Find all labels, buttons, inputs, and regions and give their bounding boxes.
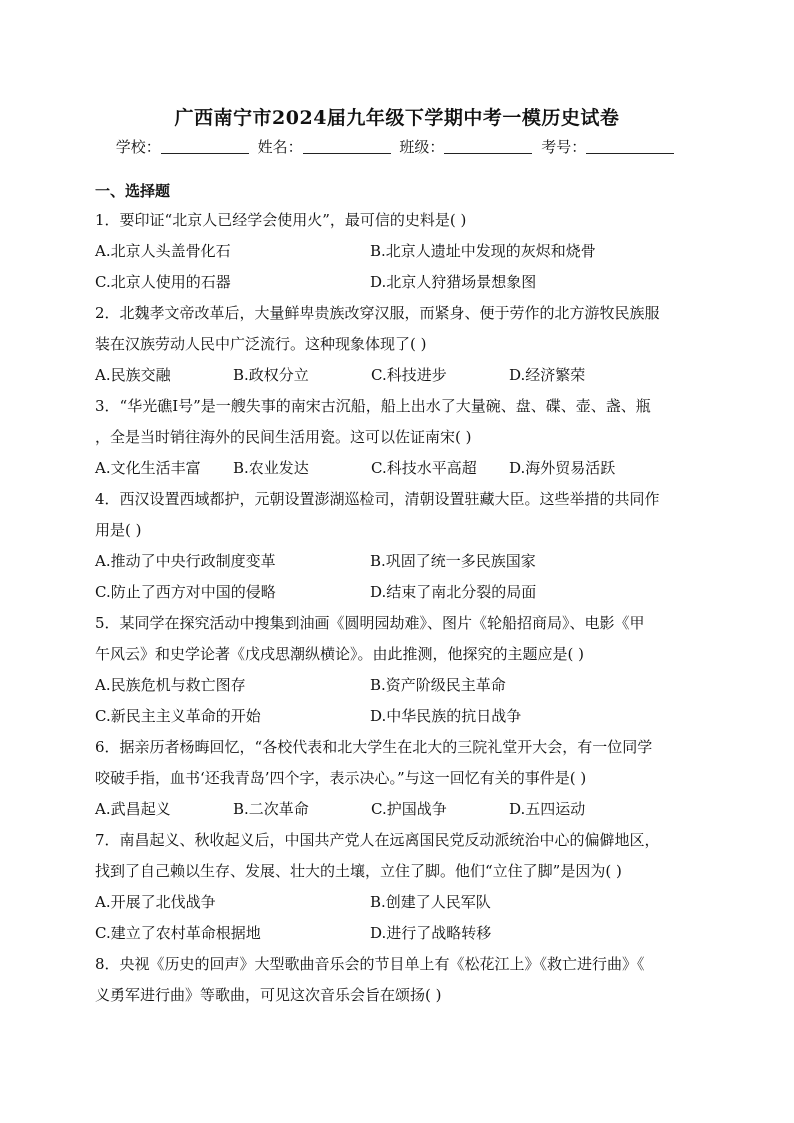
question-stem-line: 义勇军进行曲》等歌曲，可见这次音乐会旨在颂扬( )	[95, 986, 442, 1004]
school-blank[interactable]	[161, 139, 249, 154]
option-c[interactable]: C.科技进步	[371, 366, 447, 384]
option-row	[95, 360, 705, 391]
option-a[interactable]: A.民族交融	[95, 366, 171, 384]
option-a[interactable]: A.民族危机与救亡图存	[95, 676, 246, 694]
name-blank[interactable]	[303, 139, 391, 154]
exam-title: 广西南宁市2024届九年级下学期中考一模历史试卷	[174, 107, 620, 129]
question-list	[95, 178, 705, 1011]
student-info-row	[0, 136, 794, 157]
question-item	[95, 608, 705, 732]
question-stem-line: 装在汉族劳动人民中广泛流行。这种现象体现了( )	[95, 335, 427, 353]
section-heading: 一、选择题	[95, 182, 171, 200]
option-b[interactable]: B.政权分立	[233, 366, 309, 384]
option-c[interactable]: C.护国战争	[371, 800, 447, 818]
class-label: 班级：	[399, 138, 445, 156]
option-row	[95, 267, 705, 298]
option-d[interactable]: D.中华民族的抗日战争	[370, 707, 522, 725]
question-stem-line: 5．某同学在探究活动中搜集到油画《圆明园劫难》、图片《轮船招商局》、电影《甲	[95, 614, 645, 632]
option-d[interactable]: D.海外贸易活跃	[509, 459, 616, 477]
option-d[interactable]: D.北京人狩猎场景想象图	[370, 273, 537, 291]
class-blank[interactable]	[444, 139, 532, 154]
option-b[interactable]: B.创建了人民军队	[370, 893, 491, 911]
option-row	[95, 670, 705, 701]
option-c[interactable]: C.防止了西方对中国的侵略	[95, 583, 276, 601]
question-item	[95, 732, 705, 825]
question-stem-line: 1．要印证“北京人已经学会使用火”，最可信的史料是( )	[95, 211, 467, 229]
option-d[interactable]: D.五四运动	[509, 800, 586, 818]
option-c[interactable]: C.建立了农村革命根据地	[95, 924, 261, 942]
option-d[interactable]: D.进行了战略转移	[370, 924, 492, 942]
option-row	[95, 546, 705, 577]
number-blank[interactable]	[586, 139, 674, 154]
option-c[interactable]: C.北京人使用的石器	[95, 273, 231, 291]
option-c[interactable]: C.科技水平高超	[371, 459, 477, 477]
option-b[interactable]: B.二次革命	[233, 800, 309, 818]
option-row	[95, 887, 705, 918]
option-b[interactable]: B.资产阶级民主革命	[370, 676, 506, 694]
question-item	[95, 949, 705, 1011]
question-stem-line: 用是( )	[95, 521, 142, 539]
option-a[interactable]: A.推动了中央行政制度变革	[95, 552, 276, 570]
option-a[interactable]: A.文化生活丰富	[95, 459, 201, 477]
number-label: 考号：	[541, 138, 587, 156]
question-stem-line: 8．央视《历史的回声》大型歌曲音乐会的节目单上有《松花江上》《救亡进行曲》《	[95, 955, 645, 973]
question-item	[95, 298, 705, 391]
option-a[interactable]: A.北京人头盖骨化石	[95, 242, 231, 260]
option-d[interactable]: D.结束了南北分裂的局面	[370, 583, 537, 601]
school-label: 学校：	[115, 138, 161, 156]
question-item	[95, 825, 705, 949]
option-row	[95, 794, 705, 825]
option-a[interactable]: A.武昌起义	[95, 800, 171, 818]
question-stem-line: 2．北魏孝文帝改革后，大量鲜卑贵族改穿汉服，而紧身、便于劳作的北方游牧民族服	[95, 304, 660, 322]
option-row	[95, 236, 705, 267]
option-row	[95, 453, 705, 484]
question-item	[95, 205, 705, 298]
question-stem-line: 3．“华光礁Ⅰ号”是一艘失事的南宋古沉船，船上出水了大量碗、盘、碟、壶、盏、瓶	[95, 397, 651, 415]
option-row	[95, 918, 705, 949]
option-row	[95, 701, 705, 732]
question-stem-line: 午风云》和史学论著《戊戌思潮纵横论》。由此推测，他探究的主题应是( )	[95, 645, 584, 663]
option-b[interactable]: B.巩固了统一多民族国家	[370, 552, 536, 570]
option-row	[95, 577, 705, 608]
question-stem-line: ，全是当时销往海外的民间生活用瓷。这可以佐证南宋( )	[95, 428, 472, 446]
question-item	[95, 484, 705, 608]
option-c[interactable]: C.新民主主义革命的开始	[95, 707, 261, 725]
question-stem-line: 6．据亲历者杨晦回忆，“各校代表和北大学生在北大的三院礼堂开大会，有一位同学	[95, 738, 653, 756]
question-stem-line: 咬破手指，血书‘还我青岛’四个字，表示决心。”与这一回忆有关的事件是( )	[95, 769, 587, 787]
question-stem-line: 4．西汉设置西域都护，元朝设置澎湖巡检司，清朝设置驻藏大臣。这些举措的共同作	[95, 490, 660, 508]
option-d[interactable]: D.经济繁荣	[509, 366, 586, 384]
question-stem-line: 找到了自己赖以生存、发展、壮大的土壤，立住了脚。他们“立住了脚”是因为( )	[95, 862, 622, 880]
option-b[interactable]: B.北京人遗址中发现的灰烬和烧骨	[370, 242, 596, 260]
name-label: 姓名：	[257, 138, 303, 156]
option-a[interactable]: A.开展了北伐战争	[95, 893, 216, 911]
option-b[interactable]: B.农业发达	[233, 459, 309, 477]
question-stem-line: 7．南昌起义、秋收起义后，中国共产党人在远离国民党反动派统治中心的偏僻地区，	[95, 831, 660, 849]
question-item	[95, 391, 705, 484]
